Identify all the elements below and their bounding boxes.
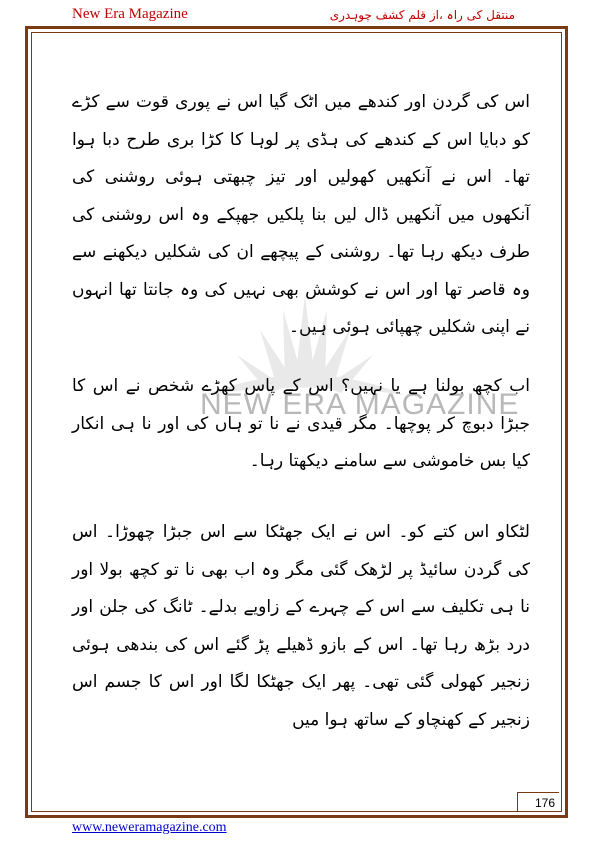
paragraph-3: لٹکاو اس کتے کو۔ اس نے ایک جھٹکا سے اس جبڑا چھوڑا۔ اس کی گردن سائیڈ پر لڑھک گئی مگر وہ اب بھی نا تو کچھ بولا اور نا ہی تکلیف سے اس کے چہرے کے زاویے بدلے۔ ٹانگ کی جلن اور درد بڑھ رہا تھا۔ اس کے بازو ڈھیلے پڑ گئے اس کی بندھی ہوئی زنجیر کھولی گئی تھی۔ پھر ایک جھٹکا لگا اور اس کا جسم اس زنجیر کے کھنچاو کے ساتھ ہوا میں [72,522,530,730]
paragraph-1: اس کی گردن اور کندھے میں اٹک گیا اس نے پوری قوت سے کڑے کو دبایا اس کے کندھے کی ہڈی پر لوہا کا کڑا بری طرح دبا ہوا تھا۔ اس نے آنکھیں کھولیں اور تیز چبھتی ہوئی روشنی کی آنکھوں میں آنکھیں ڈال لیں بنا پلکیں جھپکے وہ اس روشنی کی طرف دیکھ رہا تھا۔ روشنی کے پیچھے ان کی شکلیں دیکھنے سے وہ قاصر تھا اور اس نے کوشش بھی نہیں کی وہ جانتا تھا انہوں نے اپنی شکلیں چھپائی ہوئی ہیں۔ [72,92,530,337]
watermark-text: NEW ERA MAGAZINE [200,388,520,421]
story-title: منتقل کی راہ ،از قلم کشف چوہدری [329,8,515,22]
page-number: 176 [517,792,559,812]
paragraph-2: اب کچھ بولنا ہے یا نہیں؟ اس کے پاس کھڑے شخص نے اس کا جبڑا دبوچ کر پوچھا۔ مگر قیدی نے نا تو ہاں کی اور نا ہی انکار کیا بس خاموشی سے سامنے دیکھتا رہا۔ [72,376,530,471]
footer-link[interactable]: www.neweramagazine.com [72,820,227,835]
magazine-name: New Era Magazine [72,6,188,22]
